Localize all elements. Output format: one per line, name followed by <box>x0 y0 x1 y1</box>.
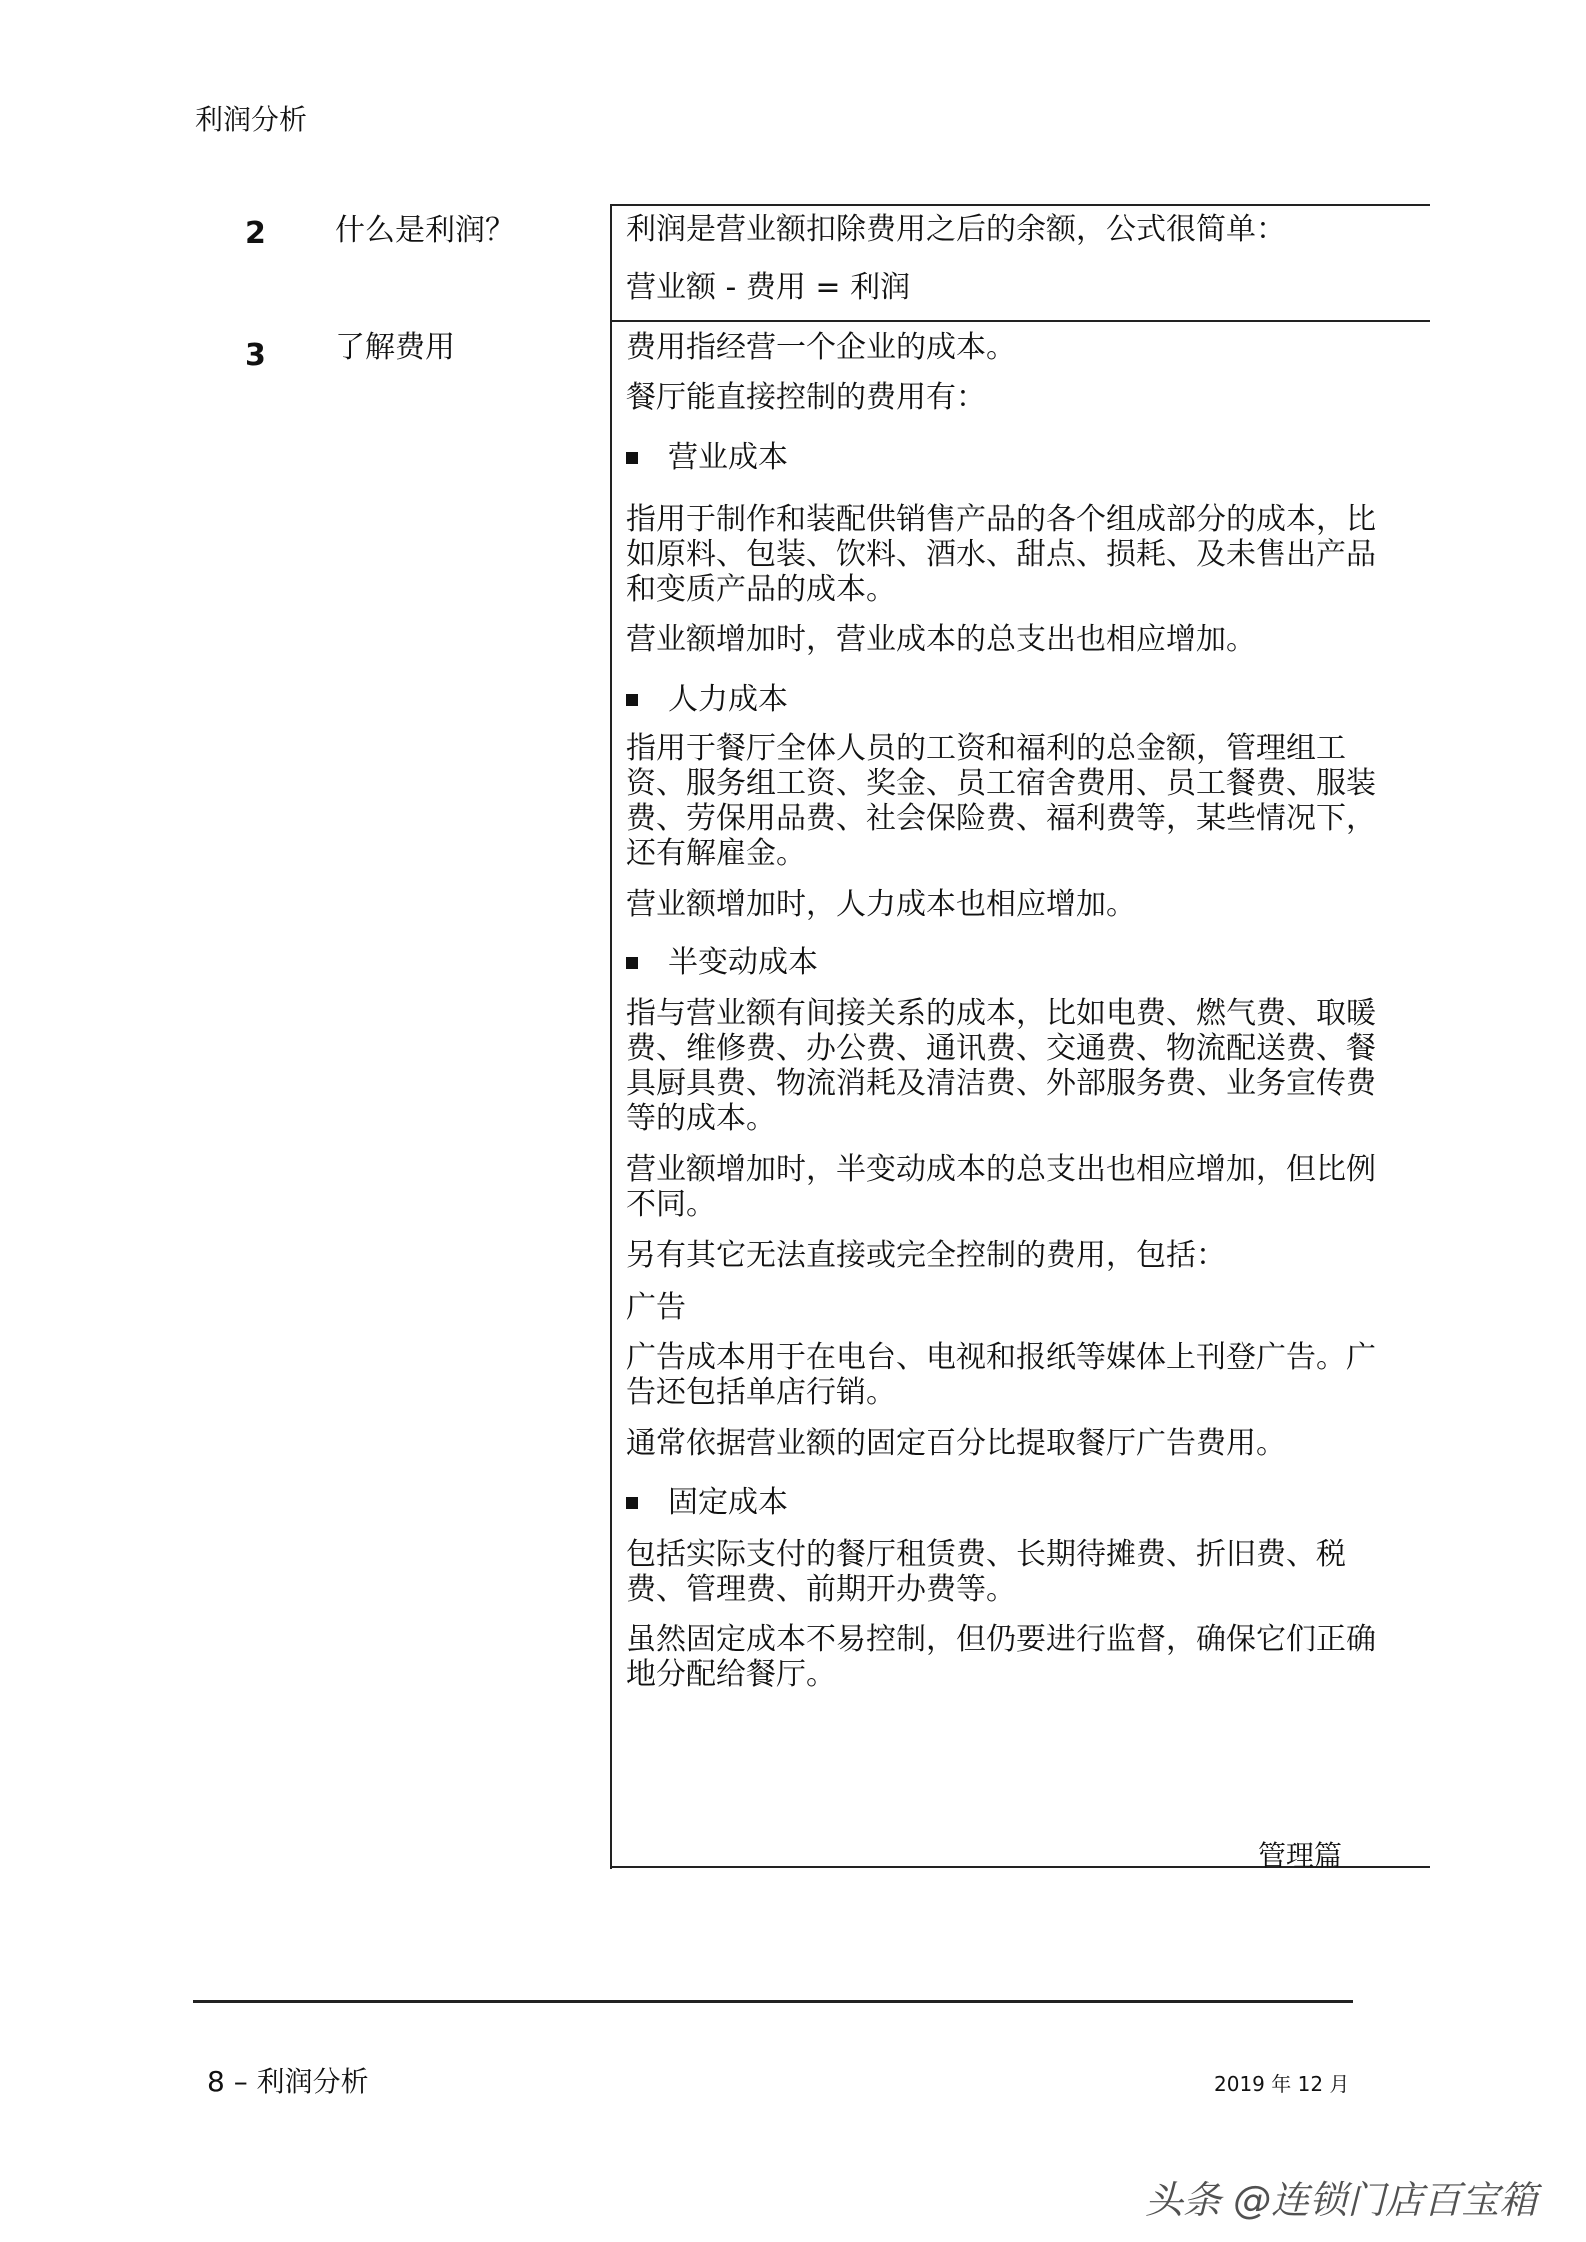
bullet-labor-cost <box>626 682 1404 717</box>
bullet-operating-cost <box>626 440 1404 475</box>
footer-date: 2019 年 12 月 <box>1214 2072 1350 2096</box>
advertising-desc: 广告成本用于在电台、电视和报纸等媒体上刊登广告。广告还包括单店行销。 <box>626 1340 1376 1410</box>
footer-divider <box>193 2000 1353 2003</box>
box-footer-label: 管理篇 <box>1258 1839 1343 1872</box>
labor-cost-title: 人力成本 <box>668 682 788 717</box>
advertising-title: 广告 <box>626 1290 686 1325</box>
profit-formula: 营业额 - 费用 = 利润 <box>626 270 911 305</box>
bullet-semi-variable-cost <box>626 945 1404 980</box>
bullet-square-icon <box>626 1497 638 1509</box>
page-header-title: 利润分析 <box>195 103 308 136</box>
content-box-left-border <box>610 204 612 1869</box>
section-number-2: 2 <box>245 216 266 251</box>
bullet-square-icon <box>626 957 638 969</box>
labor-cost-desc: 指用于餐厅全体人员的工资和福利的总金额，管理组工资、服务组工资、奖金、员工宿舍费用、员工餐费、服装费、劳保用品费、社会保险费、福利费等，某些情况下，还有解雇金。 <box>626 731 1376 871</box>
section-number-3: 3 <box>245 338 266 373</box>
profit-definition: 利润是营业额扣除费用之后的余额，公式很简单： <box>626 212 1286 247</box>
operating-cost-desc: 指用于制作和装配供销售产品的各个组成部分的成本，比如原料、包装、饮料、酒水、甜点、损耗、及未售出产品和变质产品的成本。 <box>626 502 1376 607</box>
section-title-profit: 什么是利润？ <box>335 213 515 248</box>
semi-variable-cost-title: 半变动成本 <box>668 945 818 980</box>
bullet-square-icon <box>626 694 638 706</box>
content-box-top-border <box>610 204 1430 206</box>
bullet-fixed-cost <box>626 1485 1404 1520</box>
uncontrollable-intro: 另有其它无法直接或完全控制的费用，包括： <box>626 1238 1226 1273</box>
labor-cost-note: 营业额增加时，人力成本也相应增加。 <box>626 887 1136 922</box>
section-title-costs: 了解费用 <box>335 330 455 365</box>
fixed-cost-title: 固定成本 <box>668 1485 788 1520</box>
watermark-text: 头条 @连锁门店百宝箱 <box>1145 2178 1538 2222</box>
costs-intro: 费用指经营一个企业的成本。 <box>626 330 1016 365</box>
footer-page-label: 8 – 利润分析 <box>207 2065 369 2098</box>
semi-variable-cost-note: 营业额增加时，半变动成本的总支出也相应增加，但比例不同。 <box>626 1152 1376 1222</box>
fixed-cost-note: 虽然固定成本不易控制，但仍要进行监督，确保它们正确地分配给餐厅。 <box>626 1622 1376 1692</box>
operating-cost-note: 营业额增加时，营业成本的总支出也相应增加。 <box>626 622 1256 657</box>
fixed-cost-desc: 包括实际支付的餐厅租赁费、长期待摊费、折旧费、税费、管理费、前期开办费等。 <box>626 1537 1346 1607</box>
semi-variable-cost-desc: 指与营业额有间接关系的成本，比如电费、燃气费、取暖费、维修费、办公费、通讯费、交通费、物流配送费、餐具厨具费、物流消耗及清洁费、外部服务费、业务宣传费等的成本。 <box>626 996 1376 1136</box>
content-box-divider <box>610 320 1430 322</box>
costs-controllable: 餐厅能直接控制的费用有： <box>626 380 986 415</box>
operating-cost-title: 营业成本 <box>668 440 788 475</box>
advertising-note: 通常依据营业额的固定百分比提取餐厅广告费用。 <box>626 1426 1286 1461</box>
bullet-square-icon <box>626 452 638 464</box>
